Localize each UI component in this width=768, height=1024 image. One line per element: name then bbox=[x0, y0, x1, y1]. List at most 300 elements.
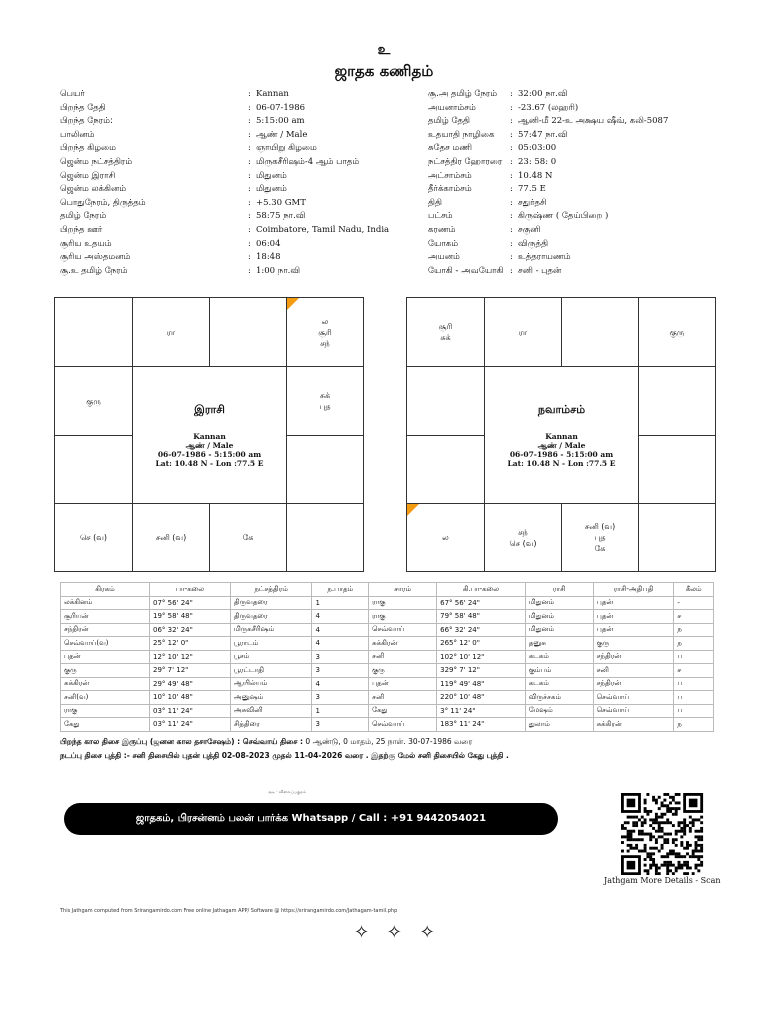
table-cell: 66° 32' 24" bbox=[437, 623, 526, 637]
info-row bbox=[428, 129, 728, 143]
qr-module bbox=[655, 818, 658, 821]
table-cell: சந்திரன் bbox=[593, 650, 674, 664]
info-label: தமிழ் தேதி bbox=[428, 116, 470, 127]
info-label: பிறந்த ஊர் bbox=[60, 224, 103, 235]
qr-module bbox=[675, 830, 678, 833]
chart-gender: ஆண் / Male bbox=[537, 440, 586, 450]
dasa-current-line bbox=[60, 749, 720, 763]
info-label: நட்சத்திர ஹோரரை bbox=[428, 156, 503, 167]
qr-module bbox=[632, 830, 635, 833]
planet-label: சுக் bbox=[319, 391, 331, 400]
qr-module bbox=[683, 872, 686, 875]
info-label: சுதேச மணி bbox=[428, 143, 473, 154]
qr-module bbox=[646, 793, 649, 796]
navamsa-chart bbox=[406, 297, 716, 572]
qr-module bbox=[627, 835, 630, 838]
chart-house bbox=[407, 367, 485, 436]
contact-banner[interactable]: ஜாதகம், பிரசன்னம் பலன் பார்க்க Whatsapp / Call : +91 9442054021 bbox=[64, 803, 558, 835]
table-cell: அசுவினி bbox=[230, 704, 312, 718]
planet-label: சூரி bbox=[318, 327, 332, 337]
table-cell: சனி bbox=[369, 650, 437, 664]
qr-module bbox=[666, 861, 669, 864]
table-cell: ப bbox=[674, 691, 714, 705]
table-cell: 183° 11' 24" bbox=[437, 718, 526, 732]
info-row bbox=[428, 265, 728, 279]
table-cell: புதன் bbox=[61, 650, 150, 664]
qr-module bbox=[627, 830, 630, 833]
chart-house bbox=[55, 436, 133, 504]
table-cell: ச bbox=[674, 664, 714, 678]
qr-module bbox=[672, 864, 675, 867]
qr-module bbox=[661, 864, 664, 867]
qr-code[interactable] bbox=[604, 793, 720, 875]
info-value: மிருகசீரிஷம்-4 ஆம் பாதம் bbox=[256, 156, 360, 167]
qr-module bbox=[629, 830, 632, 833]
qr-module bbox=[686, 861, 689, 864]
chart-center bbox=[133, 367, 287, 504]
planet-label: ல bbox=[442, 533, 449, 542]
info-left-block bbox=[60, 88, 400, 278]
qr-module bbox=[646, 813, 649, 816]
qr-module bbox=[692, 824, 695, 827]
table-cell: 03° 11' 24" bbox=[150, 718, 231, 732]
qr-module bbox=[669, 869, 672, 872]
qr-module bbox=[683, 855, 686, 858]
table-cell: மிதுனம் bbox=[525, 623, 593, 637]
chart-title: இராசி bbox=[194, 402, 225, 416]
qr-module bbox=[658, 827, 661, 830]
info-right-block bbox=[428, 88, 728, 278]
qr-module bbox=[652, 852, 655, 855]
qr-module bbox=[700, 861, 703, 864]
qr-module bbox=[680, 867, 683, 870]
qr-module bbox=[697, 850, 700, 853]
table-row bbox=[61, 718, 714, 732]
qr-caption: Jathgam More Details - Scan bbox=[604, 876, 721, 885]
qr-module bbox=[680, 830, 683, 833]
qr-module bbox=[621, 824, 624, 827]
info-colon: : bbox=[248, 170, 251, 181]
column-header: சாரம் bbox=[369, 583, 437, 597]
qr-module bbox=[663, 861, 666, 864]
table-cell: 25° 12' 0" bbox=[150, 637, 231, 651]
qr-module bbox=[692, 855, 695, 858]
qr-module bbox=[666, 852, 669, 855]
qr-module bbox=[666, 821, 669, 824]
qr-module bbox=[644, 818, 647, 821]
qr-module bbox=[692, 818, 695, 821]
qr-module bbox=[675, 807, 678, 810]
info-value: +5.30 GMT bbox=[256, 197, 306, 208]
info-row bbox=[428, 142, 728, 156]
qr-module bbox=[686, 824, 689, 827]
table-cell: சூரியன் bbox=[61, 610, 150, 624]
qr-module bbox=[661, 804, 664, 807]
qr-module bbox=[666, 810, 669, 813]
table-cell: புதன் bbox=[593, 596, 674, 610]
table-cell: ப bbox=[674, 650, 714, 664]
qr-module bbox=[680, 841, 683, 844]
table-cell: மிருகசீரிஷம் bbox=[230, 623, 312, 637]
column-header: ந.பாதம் bbox=[312, 583, 369, 597]
qr-module bbox=[629, 835, 632, 838]
qr-module bbox=[672, 838, 675, 841]
lagna-marker bbox=[407, 504, 419, 516]
table-cell: 1 bbox=[312, 596, 369, 610]
qr-module bbox=[635, 838, 638, 841]
qr-module bbox=[655, 816, 658, 819]
info-label: பிறந்த நேரம்: bbox=[60, 116, 113, 127]
qr-module bbox=[646, 810, 649, 813]
qr-module bbox=[672, 850, 675, 853]
rasi-chart bbox=[54, 297, 364, 572]
info-row bbox=[60, 115, 400, 129]
qr-module bbox=[652, 858, 655, 861]
info-label: பாலினம் bbox=[60, 129, 95, 140]
qr-module bbox=[672, 872, 675, 875]
qr-module bbox=[646, 852, 649, 855]
info-row bbox=[60, 238, 400, 252]
qr-module bbox=[678, 793, 681, 796]
qr-module bbox=[669, 833, 672, 836]
qr-module bbox=[658, 872, 661, 875]
qr-module bbox=[675, 867, 678, 870]
qr-module bbox=[644, 864, 647, 867]
qr-module bbox=[675, 813, 678, 816]
planet-label: ரா bbox=[166, 327, 176, 337]
info-label: ஜென்ம நட்சத்திரம் bbox=[60, 156, 133, 167]
info-colon: : bbox=[510, 252, 513, 263]
qr-module bbox=[649, 858, 652, 861]
table-cell: சுக்கிரன் bbox=[61, 677, 150, 691]
table-cell: 29° 49' 48" bbox=[150, 677, 231, 691]
info-colon: : bbox=[510, 265, 513, 276]
qr-module bbox=[675, 838, 678, 841]
chart-house bbox=[133, 298, 210, 367]
table-cell: செவ்வாய் bbox=[593, 704, 674, 718]
qr-module bbox=[678, 855, 681, 858]
info-value: ஆனி-மீ 22-உ அக்ஷய ஷீவ், கலி-5087 bbox=[518, 116, 669, 127]
table-cell: செவ்வாய் bbox=[593, 691, 674, 705]
info-row bbox=[428, 238, 728, 252]
info-colon: : bbox=[510, 156, 513, 167]
qr-module bbox=[689, 827, 692, 830]
qr-module bbox=[680, 864, 683, 867]
qr-module bbox=[655, 821, 658, 824]
qr-module bbox=[652, 861, 655, 864]
qr-module bbox=[695, 847, 698, 850]
qr-module bbox=[675, 810, 678, 813]
table-cell: ராகு bbox=[369, 596, 437, 610]
column-header: கி.பா-கலை bbox=[437, 583, 526, 597]
info-row bbox=[60, 251, 400, 265]
qr-module bbox=[700, 830, 703, 833]
table-cell: 3 bbox=[312, 664, 369, 678]
planet-label: சந் bbox=[320, 338, 330, 348]
planet-label: சனி (வ) bbox=[584, 522, 616, 531]
qr-module bbox=[666, 833, 669, 836]
qr-module bbox=[692, 872, 695, 875]
qr-module bbox=[655, 799, 658, 802]
qr-module bbox=[689, 855, 692, 858]
chart-datetime: 06-07-1986 - 5:15:00 am bbox=[157, 449, 262, 459]
qr-module bbox=[697, 858, 700, 861]
info-label: பெயர் bbox=[60, 89, 85, 99]
qr-module bbox=[675, 833, 678, 836]
info-label: சூரிய உதயம் bbox=[60, 238, 112, 249]
qr-module bbox=[632, 847, 635, 850]
qr-module bbox=[666, 807, 669, 810]
chart-house bbox=[407, 298, 485, 367]
qr-module bbox=[695, 867, 698, 870]
table-cell: 03° 11' 24" bbox=[150, 704, 231, 718]
planet-label: ரா bbox=[518, 327, 528, 337]
qr-module bbox=[646, 869, 649, 872]
info-value: 5:15:00 am bbox=[256, 116, 305, 127]
info-row bbox=[60, 156, 400, 170]
table-cell: ராகு bbox=[369, 610, 437, 624]
qr-module bbox=[644, 844, 647, 847]
info-label: பட்சம் bbox=[428, 211, 453, 222]
qr-module bbox=[658, 835, 661, 838]
footer-note: This Jathgam computed from Srirangamirdo.com Free online Jathagam APP/ Software @ https://srirangamirdo.com/Jathagam-tamil.php bbox=[60, 908, 398, 914]
info-label: ஜென்ம இராசி bbox=[60, 170, 116, 181]
table-cell: அனுஷம் bbox=[230, 691, 312, 705]
table-cell: 3 bbox=[312, 691, 369, 705]
info-value: Coimbatore, Tamil Nadu, India bbox=[256, 224, 390, 235]
chart-house bbox=[287, 367, 363, 436]
table-cell: 3 bbox=[312, 718, 369, 732]
qr-module bbox=[655, 864, 658, 867]
qr-module bbox=[627, 838, 630, 841]
table-cell: சித்திரை bbox=[230, 718, 312, 732]
qr-module bbox=[700, 838, 703, 841]
qr-module bbox=[635, 844, 638, 847]
qr-module bbox=[641, 830, 644, 833]
qr-module bbox=[649, 835, 652, 838]
qr-module bbox=[644, 858, 647, 861]
table-cell: புதன் bbox=[593, 610, 674, 624]
info-colon: : bbox=[248, 89, 251, 99]
planet-label: குரு bbox=[669, 327, 685, 337]
page-title: ஜாதக கணிதம் bbox=[334, 62, 434, 80]
qr-module bbox=[697, 830, 700, 833]
info-label: தீர்க்காம்சம் bbox=[428, 184, 472, 195]
qr-module bbox=[689, 799, 698, 808]
qr-module bbox=[632, 838, 635, 841]
table-cell: சனி(வ) bbox=[61, 691, 150, 705]
qr-module bbox=[675, 852, 678, 855]
qr-module bbox=[661, 844, 664, 847]
qr-module bbox=[669, 861, 672, 864]
info-label: அயனாம்சம் bbox=[428, 102, 476, 113]
qr-module bbox=[697, 818, 700, 821]
table-row bbox=[61, 637, 714, 651]
qr-module bbox=[649, 855, 652, 858]
info-label: கரணம் bbox=[428, 224, 456, 235]
qr-module bbox=[672, 807, 675, 810]
info-row bbox=[428, 88, 728, 102]
qr-module bbox=[700, 835, 703, 838]
column-header: கீலம் bbox=[674, 583, 714, 597]
table-cell: பூரட்டாதி bbox=[230, 664, 312, 678]
info-value: 32:00 நா.வி bbox=[518, 89, 568, 99]
info-value: Kannan bbox=[256, 89, 289, 99]
qr-module bbox=[621, 835, 624, 838]
qr-module bbox=[686, 867, 689, 870]
dasa-block bbox=[60, 735, 720, 763]
qr-module bbox=[675, 869, 678, 872]
column-header: கிரகம் bbox=[61, 583, 150, 597]
info-colon: : bbox=[510, 143, 513, 154]
qr-module bbox=[678, 852, 681, 855]
table-cell: 29° 7' 12" bbox=[150, 664, 231, 678]
table-cell: ப bbox=[674, 677, 714, 691]
qr-module bbox=[655, 867, 658, 870]
chart-latlon: Lat: 10.48 N - Lon :77.5 E bbox=[155, 458, 264, 468]
info-row bbox=[60, 129, 400, 143]
qr-module bbox=[632, 824, 635, 827]
qr-module bbox=[695, 864, 698, 867]
chart-house bbox=[639, 298, 715, 367]
qr-module bbox=[672, 799, 675, 802]
info-value: ஞாயிறு கிழமை bbox=[256, 143, 317, 154]
qr-module bbox=[655, 813, 658, 816]
table-row bbox=[61, 623, 714, 637]
info-colon: : bbox=[248, 143, 251, 154]
qr-module bbox=[629, 847, 632, 850]
qr-module bbox=[627, 821, 630, 824]
qr-module bbox=[644, 807, 647, 810]
info-row bbox=[428, 197, 728, 211]
qr-module bbox=[666, 838, 669, 841]
planet-label: கே bbox=[242, 533, 254, 542]
table-cell: 06° 32' 24" bbox=[150, 623, 231, 637]
qr-module bbox=[652, 799, 655, 802]
qr-module bbox=[683, 864, 686, 867]
info-colon: : bbox=[248, 184, 251, 195]
qr-module bbox=[635, 824, 638, 827]
planet-label: சந் bbox=[518, 527, 528, 537]
qr-module bbox=[661, 813, 664, 816]
qr-module bbox=[624, 835, 627, 838]
chart-house bbox=[562, 298, 639, 367]
table-cell: 4 bbox=[312, 637, 369, 651]
qr-module bbox=[658, 816, 661, 819]
qr-module bbox=[666, 804, 669, 807]
info-row bbox=[60, 265, 400, 279]
table-cell: 4 bbox=[312, 623, 369, 637]
qr-module bbox=[641, 833, 644, 836]
qr-module bbox=[649, 847, 652, 850]
info-value: மிதுனம் bbox=[256, 170, 287, 181]
info-colon: : bbox=[510, 116, 513, 127]
qr-module bbox=[663, 855, 666, 858]
qr-module bbox=[666, 867, 669, 870]
qr-module bbox=[661, 827, 664, 830]
qr-module bbox=[661, 855, 664, 858]
info-colon: : bbox=[248, 224, 251, 235]
chart-house bbox=[55, 504, 133, 571]
qr-module bbox=[675, 855, 678, 858]
table-cell: சனி bbox=[369, 691, 437, 705]
dasa-birth-value: 0 ஆண்டு, 0 மாதம், 25 நாள். 30-07-1986 வரை bbox=[303, 737, 473, 746]
qr-module bbox=[652, 847, 655, 850]
qr-module bbox=[692, 821, 695, 824]
table-cell: 07° 56' 24" bbox=[150, 596, 231, 610]
qr-module bbox=[683, 818, 686, 821]
info-label: சூ.அ தமிழ் நேரம் bbox=[428, 89, 498, 99]
qr-module bbox=[658, 867, 661, 870]
qr-module bbox=[697, 844, 700, 847]
table-cell: சுக்கிரன் bbox=[369, 637, 437, 651]
info-row bbox=[60, 142, 400, 156]
qr-module bbox=[683, 824, 686, 827]
qr-module bbox=[678, 824, 681, 827]
qr-module bbox=[689, 867, 692, 870]
qr-module bbox=[663, 813, 666, 816]
qr-module bbox=[683, 861, 686, 864]
qr-module bbox=[700, 821, 703, 824]
table-cell: 12° 10' 12" bbox=[150, 650, 231, 664]
qr-module bbox=[638, 818, 641, 821]
chart-house bbox=[287, 298, 363, 367]
qr-module bbox=[695, 835, 698, 838]
table-cell: ப bbox=[674, 704, 714, 718]
info-row bbox=[428, 210, 728, 224]
table-row bbox=[61, 664, 714, 678]
table-row bbox=[61, 677, 714, 691]
planet-label: சூரி bbox=[438, 322, 453, 331]
table-cell: குரு bbox=[593, 637, 674, 651]
qr-module bbox=[644, 850, 647, 853]
info-colon: : bbox=[510, 129, 513, 140]
qr-module bbox=[644, 847, 647, 850]
qr-module bbox=[649, 810, 652, 813]
planet-label: குரு bbox=[86, 396, 101, 406]
qr-module bbox=[669, 796, 672, 799]
qr-module bbox=[683, 830, 686, 833]
qr-module bbox=[686, 841, 689, 844]
qr-module bbox=[678, 801, 681, 804]
column-header: பா-கலை bbox=[150, 583, 231, 597]
table-cell: கும்பம் bbox=[525, 664, 593, 678]
qr-module bbox=[652, 818, 655, 821]
qr-module bbox=[700, 816, 703, 819]
info-row bbox=[60, 197, 400, 211]
qr-module bbox=[646, 855, 649, 858]
info-row bbox=[428, 115, 728, 129]
table-cell: செவ்வாய்(வ) bbox=[61, 637, 150, 651]
info-row bbox=[428, 102, 728, 116]
info-colon: : bbox=[510, 102, 513, 113]
qr-module bbox=[663, 804, 666, 807]
qr-module bbox=[655, 869, 658, 872]
info-value: 18:48 bbox=[256, 252, 281, 263]
qr-module bbox=[649, 824, 652, 827]
qr-module bbox=[697, 838, 700, 841]
qr-module bbox=[672, 852, 675, 855]
qr-module bbox=[672, 841, 675, 844]
qr-module bbox=[683, 821, 686, 824]
qr-module bbox=[644, 799, 647, 802]
decorative-stars: ✧ ✧ ✧ bbox=[354, 922, 441, 943]
table-header-row bbox=[61, 583, 714, 597]
chart-house bbox=[485, 504, 562, 571]
qr-module bbox=[652, 796, 655, 799]
qr-module bbox=[700, 847, 703, 850]
qr-module bbox=[658, 824, 661, 827]
